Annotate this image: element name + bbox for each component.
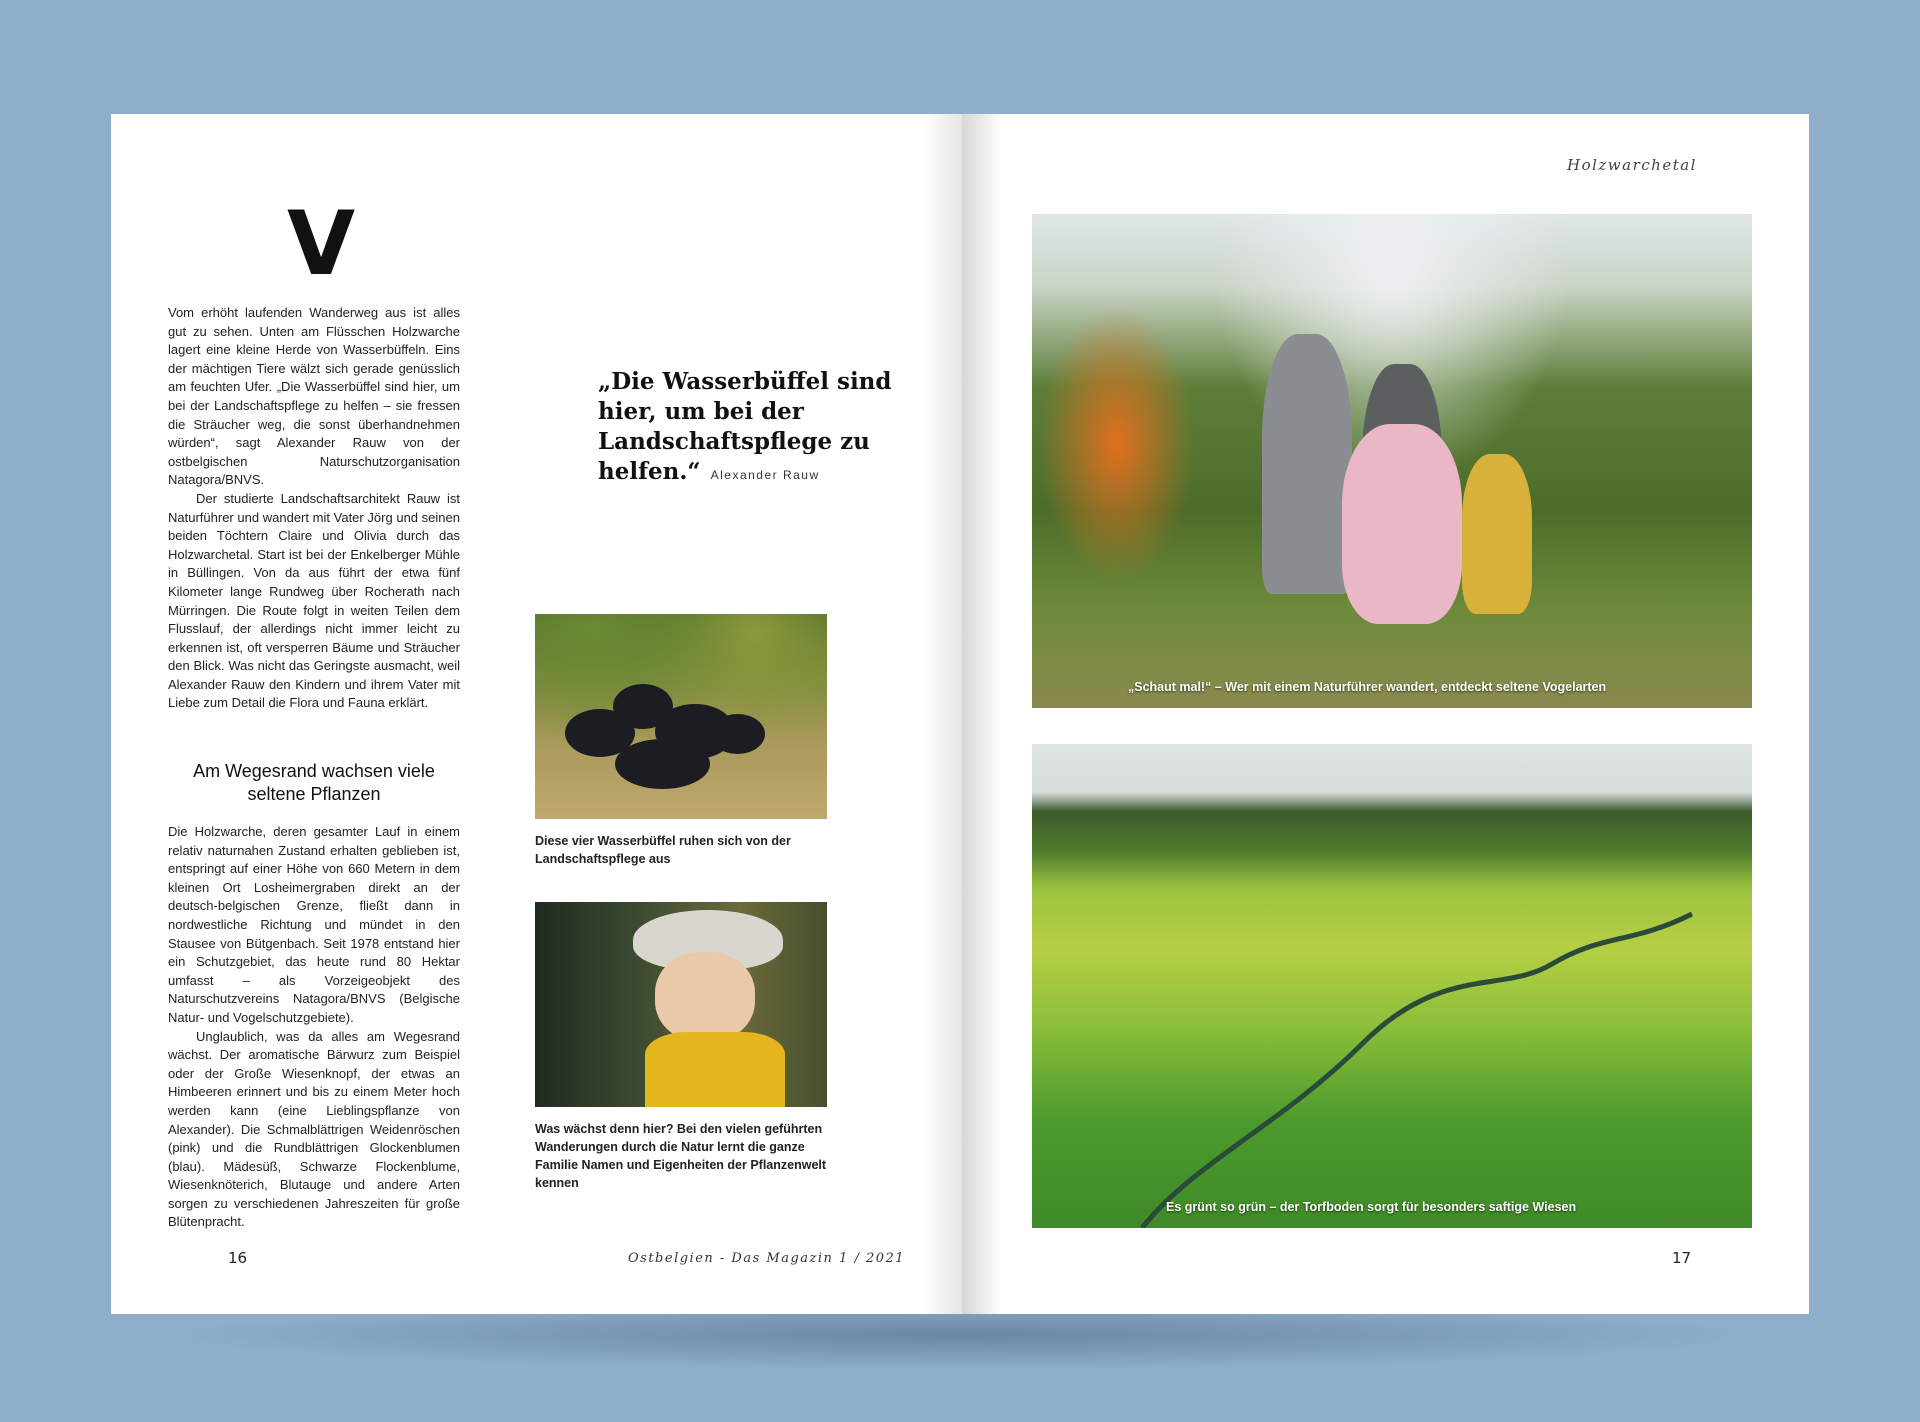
photo-girl-with-flower xyxy=(535,902,827,1107)
pull-quote xyxy=(598,367,928,490)
yellow-shirt-shape xyxy=(645,1032,785,1107)
drop-cap: V xyxy=(286,192,356,295)
right-page xyxy=(962,114,1809,1314)
body-paragraph: Unglaublich, was da alles am Wegesrand wächst. Der aromatische Bärwurz zum Beispiel oder der Große Wiesenknopf, der etwas an Himbeeren erinnert und bis zu einem Meter hoch werden kann (eine Lieblingspflanze von Alexander). Die Schmalblättrigen Weidenröschen (pink) und die Rundblättrigen Glockenblumen (blau). Mädesüß, Schwarze Flockenblume, Wiesenknöterich, Blutauge und andere Arten sorgen zu verschiedenen Jahreszeiten für große Blütenpracht. xyxy=(168,1028,460,1230)
gutter-shade xyxy=(922,114,962,1314)
child-shape xyxy=(1462,454,1532,614)
girl-shape xyxy=(1342,424,1462,624)
left-page xyxy=(111,114,962,1314)
section-subheading: Am Wegesrand wachsen viele seltene Pflanzen xyxy=(193,761,435,804)
man-shape xyxy=(1262,334,1352,594)
rowan-berries-shape xyxy=(1032,294,1202,594)
buffalo-shape xyxy=(615,739,710,789)
pull-quote-author: Alexander Rauw xyxy=(710,468,820,482)
photo-family-hiking xyxy=(1032,214,1752,708)
magazine-footer-title: Ostbelgien - Das Magazin 1 / 2021 xyxy=(628,1251,906,1266)
pull-quote-text: „Die Wasserbüffel sind hier, um bei der Landschaftspflege zu helfen.“ xyxy=(598,368,892,485)
photo-water-buffalo xyxy=(535,614,827,819)
photo-caption: „Schaut mal!“ – Wer mit einem Naturführer wandert, entdeckt seltene Vogelarten xyxy=(1128,680,1607,694)
body-column-top xyxy=(168,304,460,713)
photo-caption: Diese vier Wasserbüffel ruhen sich von der Landschaftspflege aus xyxy=(535,834,791,866)
gutter-shade xyxy=(962,114,1002,1314)
photo-caption: Was wächst denn hier? Bei den vielen geführten Wanderungen durch die Natur lernt die ganze Familie Namen und Eigenheiten der Pflanzenwelt kennen xyxy=(535,1122,827,1190)
page-number: 16 xyxy=(228,1249,248,1267)
running-head: Holzwarchetal xyxy=(1567,156,1697,174)
page-number: 17 xyxy=(1672,1249,1692,1267)
photo-caption: Es grünt so grün – der Torfboden sorgt für besonders saftige Wiesen xyxy=(1166,1200,1577,1214)
buffalo-shape xyxy=(710,714,765,754)
body-paragraph: Vom erhöht laufenden Wanderweg aus ist alles gut zu sehen. Unten am Flüsschen Holzwarche lagert eine kleine Herde von Wasserbüffeln. Eins der mächtigen Tiere wälzt sich gerade genüsslich am feuchten Ufer. „Die Wasserbüffel sind hier, um bei der Landschaftspflege zu helfen – sie fressen die Sträucher weg, die sonst überhandnehmen würden“, sagt Alexander Rauw von der ostbelgischen Naturschutzorganisation Natagora/BNVS. xyxy=(168,305,460,488)
face-shape xyxy=(655,952,755,1042)
body-paragraph: Der studierte Landschaftsarchitekt Rauw ist Naturführer und wandert mit Vater Jörg und seinen beiden Töchtern Claire und Olivia durch das Holzwarchetal. Start ist bei der Enkelberger Mühle in Büllingen. Von da aus führt der etwa fünf Kilometer lange Rundweg über Rocherath nach Mürringen. Die Route folgt in weiten Teilen dem Flusslauf, der allerdings nicht immer leicht zu erkennen ist, oft versperren Bäume und Sträucher den Blick. Was nicht das Geringste ausmacht, weil Alexander Rauw den Kindern und ihrem Vater mit Liebe zum Detail die Flora und Fauna erklärt. xyxy=(168,490,460,711)
photo-meadow-valley xyxy=(1032,744,1752,1228)
stream-line xyxy=(1032,744,1752,1228)
body-column-bottom xyxy=(168,823,460,1232)
body-paragraph: Die Holzwarche, deren gesamter Lauf in einem relativ naturnahen Zustand erhalten geblieben ist, entspringt auf einer Höhe von 660 Metern in dem kleinen Ort Losheimergraben direkt an der deutsch-belgischen Grenze, fließt dann in nordwestliche Richtung und mündet in den Stausee von Bütgenbach. Seit 1978 entstand hier ein Schutzgebiet, das heute rund 80 Hektar umfasst – als Vorzeigeobjekt des Naturschutzvereins Natagora/BNVS (Belgische Natur- und Vogelschutzgebiete). xyxy=(168,824,460,1025)
